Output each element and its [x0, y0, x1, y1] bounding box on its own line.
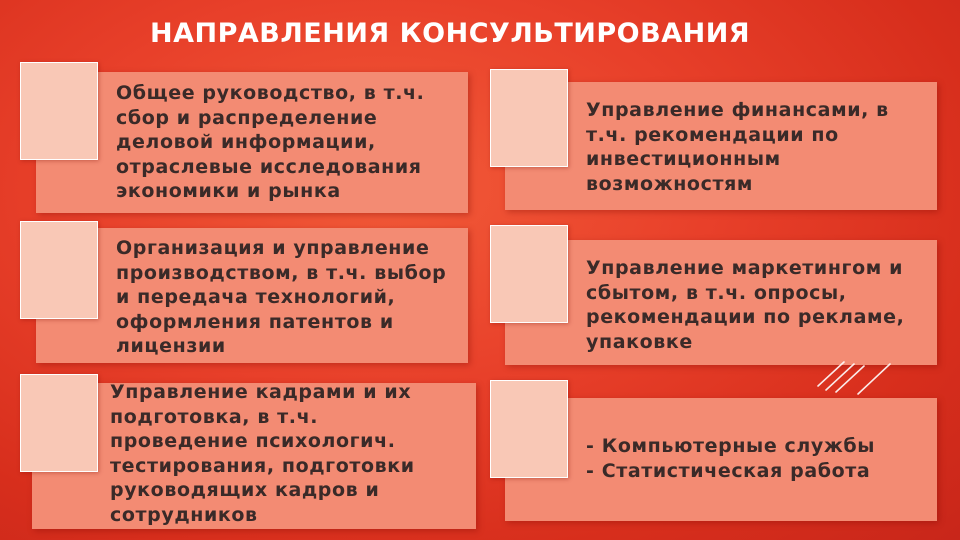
card-square-5 — [20, 374, 98, 472]
card-text-finance: Управление финансами, в т.ч. рекомендации по инвестиционным возможностям — [586, 99, 889, 195]
decorative-stripes — [810, 358, 900, 398]
card-text-general-management: Общее руководство, в т.ч. сбор и распределение деловой информации, отраслевые исследования экономики и рынка — [116, 82, 425, 202]
card-square-1 — [20, 62, 98, 160]
card-text-marketing: Управление маркетингом и сбытом, в т.ч. опросы, рекомендации по рекламе, упаковке — [586, 257, 905, 353]
card-square-6 — [490, 380, 568, 478]
card-square-4 — [490, 225, 568, 323]
card-text-hr: Управление кадрами и их подготовка, в т.ч. проведение психологич. тестирования, подготовки руководящих кадров и сотрудников — [110, 381, 415, 526]
card-square-3 — [20, 221, 98, 319]
card-text-production: Организация и управление производством, в т.ч. выбор и передача технологий, оформления патентов и лицензии — [116, 237, 447, 357]
card-text-computer-services: - Компьютерные службы - Статистическая работа — [586, 435, 876, 482]
card-square-2 — [490, 69, 568, 167]
slide-title: НАПРАВЛЕНИЯ КОНСУЛЬТИРОВАНИЯ — [150, 18, 751, 49]
